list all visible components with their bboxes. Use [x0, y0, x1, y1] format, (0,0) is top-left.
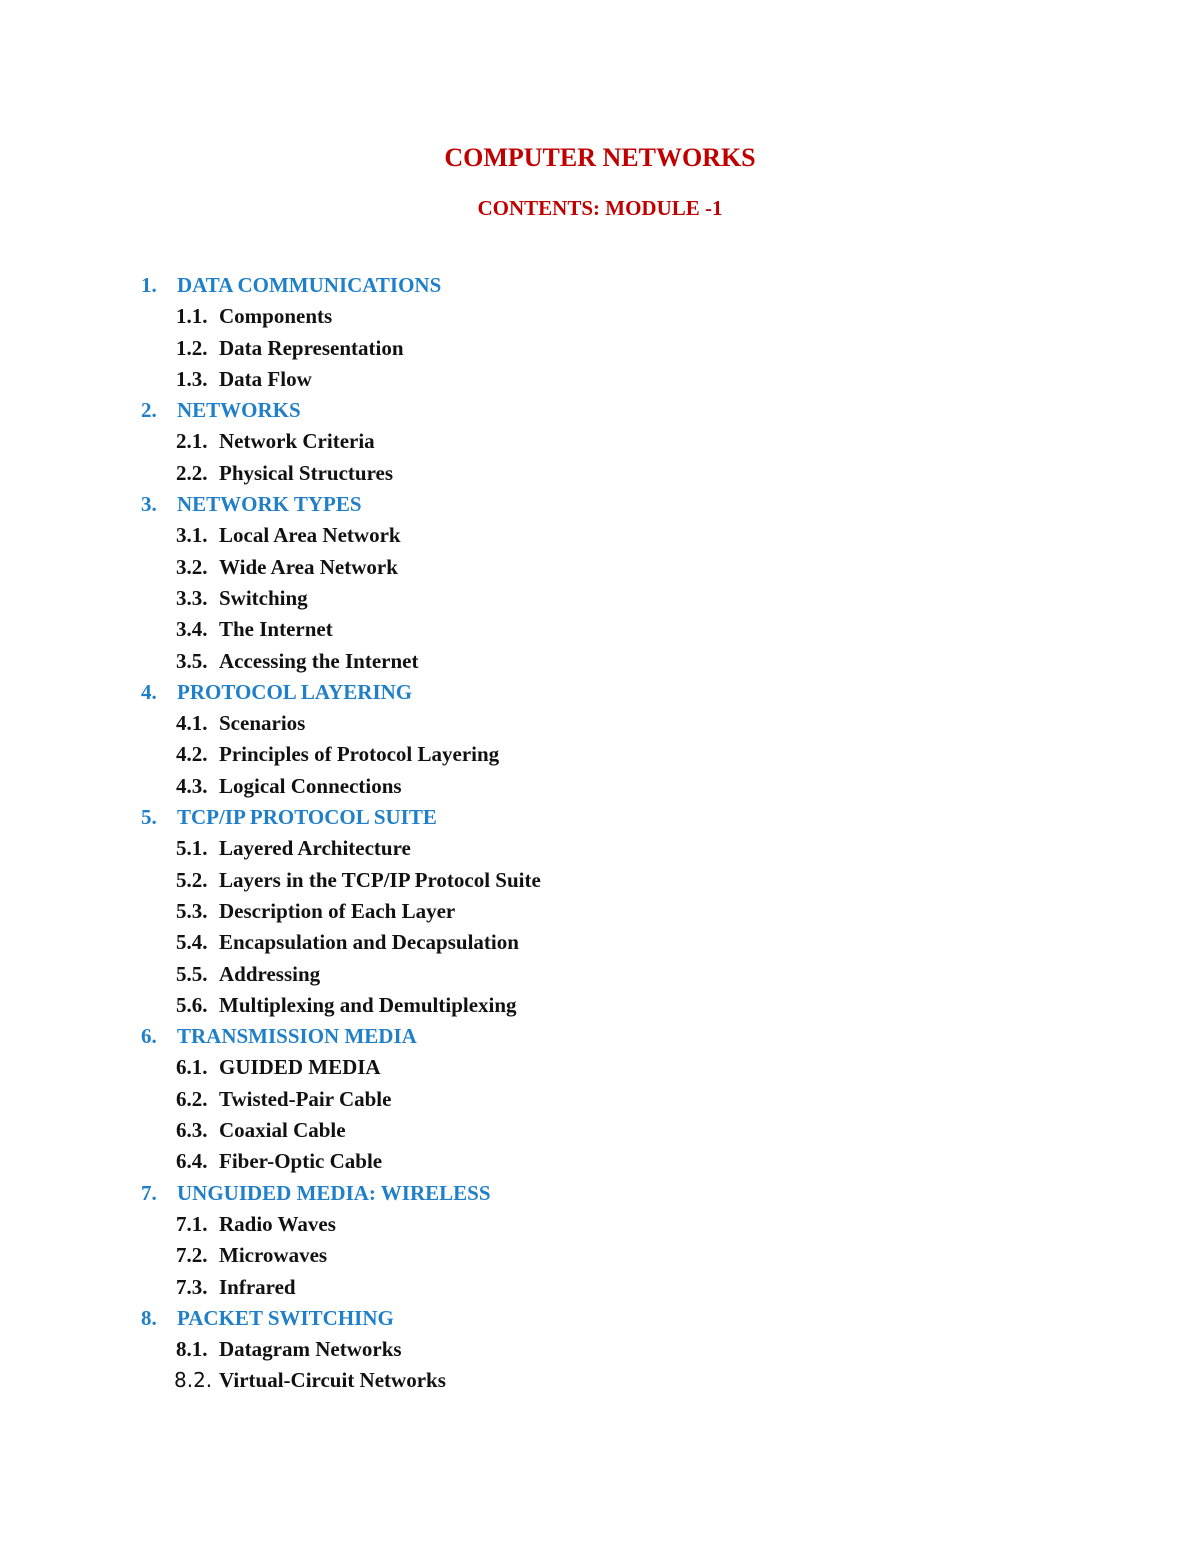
toc-subsection: [0, 833, 1200, 864]
toc-section-number: 5.: [141, 805, 157, 830]
toc-subsection-number: 6.2.: [176, 1086, 208, 1111]
toc-section-number: 4.: [141, 679, 157, 704]
toc-subsection: [0, 1272, 1200, 1303]
toc-subsection-title: Switching: [219, 585, 308, 610]
toc-subsection-title: Principles of Protocol Layering: [219, 742, 500, 767]
toc-subsection: [0, 364, 1200, 395]
toc-subsection-number: 5.3.: [176, 898, 208, 923]
toc-subsection-title: Radio Waves: [219, 1211, 336, 1236]
toc-subsection-number: 4.2.: [176, 742, 208, 767]
toc-subsection-number: 4.3.: [176, 773, 208, 798]
toc-section-title: UNGUIDED MEDIA: WIRELESS: [177, 1180, 491, 1205]
toc-subsection: [0, 990, 1200, 1021]
toc-subsection: [0, 1052, 1200, 1083]
toc-section: [0, 677, 1200, 708]
toc-subsection: [0, 646, 1200, 677]
toc-subsection: [0, 614, 1200, 645]
toc-subsection-title: Encapsulation and Decapsulation: [219, 930, 519, 955]
toc-subsection-title: Data Representation: [219, 335, 404, 360]
toc-subsection: [0, 1365, 1200, 1396]
toc-subsection: [0, 771, 1200, 802]
toc-subsection-title: Coaxial Cable: [219, 1118, 346, 1143]
toc-section: [0, 802, 1200, 833]
toc-subsection-number: 7.2.: [176, 1243, 208, 1268]
toc-subsection-number: 5.1.: [176, 836, 208, 861]
toc-subsection: [0, 1115, 1200, 1146]
toc-subsection-number: 6.4.: [176, 1149, 208, 1174]
toc-subsection: [0, 1209, 1200, 1240]
toc-subsection-number: 1.3.: [176, 366, 208, 391]
toc-section-number: 1.: [141, 273, 157, 297]
toc-subsection: [0, 865, 1200, 896]
toc-subsection-title: Scenarios: [219, 711, 306, 736]
toc-subsection-title: Components: [219, 304, 333, 329]
toc-subsection-title: Physical Structures: [219, 460, 394, 485]
toc-subsection: [0, 458, 1200, 489]
toc-subsection: [0, 1084, 1200, 1115]
toc-section: [0, 1303, 1200, 1334]
toc-subsection: [0, 896, 1200, 927]
toc-subsection-title: GUIDED MEDIA: [219, 1055, 381, 1080]
toc-section-number: 8.: [141, 1305, 157, 1330]
toc-subsection-number: 8.2.: [174, 1368, 213, 1393]
toc-subsection-title: Microwaves: [219, 1243, 328, 1268]
toc-section-title: NETWORKS: [177, 398, 301, 423]
document-title: COMPUTER NETWORKS: [444, 143, 756, 172]
toc-section-title: NETWORK TYPES: [177, 492, 362, 517]
toc-subsection: [0, 739, 1200, 770]
toc-section-number: 7.: [141, 1180, 157, 1205]
toc-subsection-number: 5.6.: [176, 992, 208, 1017]
toc-subsection-number: 4.1.: [176, 711, 208, 736]
toc-subsection-title: Datagram Networks: [219, 1337, 402, 1362]
toc-subsection: [0, 927, 1200, 958]
toc-section: [0, 1178, 1200, 1209]
toc-subsection-number: 6.3.: [176, 1118, 208, 1143]
toc-subsection-number: 7.1.: [176, 1211, 208, 1236]
toc-subsection-title: Logical Connections: [219, 773, 402, 798]
toc-subsection-number: 3.5.: [176, 648, 208, 673]
toc-section: [0, 1021, 1200, 1052]
document-subtitle: CONTENTS: MODULE -1: [477, 196, 723, 220]
toc-subsection-number: 3.4.: [176, 617, 208, 642]
toc-subsection-title: The Internet: [219, 617, 333, 642]
toc-subsection: [0, 583, 1200, 614]
toc-section-title: PROTOCOL LAYERING: [177, 679, 413, 704]
toc-section-number: 6.: [141, 1024, 157, 1049]
toc-section-number: 3.: [141, 492, 157, 517]
toc-subsection-title: Fiber-Optic Cable: [219, 1149, 383, 1174]
toc-subsection: [0, 959, 1200, 990]
toc-subsection-number: 3.1.: [176, 523, 208, 548]
toc-section: [0, 395, 1200, 426]
toc-subsection-title: Layers in the TCP/IP Protocol Suite: [219, 867, 541, 892]
toc-subsection-title: Local Area Network: [219, 523, 401, 548]
toc-subsection: [0, 1146, 1200, 1177]
toc-subsection: [0, 426, 1200, 457]
toc-subsection: [0, 301, 1200, 332]
toc-subsection-title: Layered Architecture: [219, 836, 411, 861]
toc-subsection-number: 6.1.: [176, 1055, 208, 1080]
toc-subsection: [0, 552, 1200, 583]
table-of-contents: [0, 270, 1200, 1397]
toc-subsection-title: Data Flow: [219, 366, 312, 391]
toc-subsection: [0, 520, 1200, 551]
toc-subsection-number: 3.2.: [176, 554, 208, 579]
toc-subsection-title: Wide Area Network: [219, 554, 398, 579]
toc-subsection-title: Virtual-Circuit Networks: [219, 1368, 446, 1393]
toc-subsection-number: 7.3.: [176, 1274, 208, 1299]
toc-subsection-number: 1.2.: [176, 335, 208, 360]
toc-subsection-number: 5.5.: [176, 961, 208, 986]
toc-subsection: [0, 1334, 1200, 1365]
toc-section-title: TCP/IP PROTOCOL SUITE: [177, 805, 437, 830]
toc-section-title: PACKET SWITCHING: [177, 1305, 394, 1330]
toc-subsection-title: Addressing: [219, 961, 321, 986]
toc-subsection-number: 3.3.: [176, 585, 208, 610]
toc-subsection-title: Twisted-Pair Cable: [219, 1086, 392, 1111]
toc-subsection-title: Multiplexing and Demultiplexing: [219, 992, 517, 1017]
toc-subsection: [0, 1240, 1200, 1271]
toc-section: [0, 489, 1200, 520]
toc-section-title: DATA COMMUNICATIONS: [177, 273, 442, 297]
toc-section-title: TRANSMISSION MEDIA: [177, 1024, 417, 1049]
toc-subsection-number: 5.2.: [176, 867, 208, 892]
toc-section: [0, 270, 1200, 301]
toc-subsection-title: Infrared: [219, 1274, 296, 1299]
toc-subsection: [0, 708, 1200, 739]
toc-subsection-number: 1.1.: [176, 304, 208, 329]
toc-subsection-title: Network Criteria: [219, 429, 375, 454]
toc-section-number: 2.: [141, 398, 157, 423]
toc-subsection-number: 2.1.: [176, 429, 208, 454]
toc-subsection-number: 2.2.: [176, 460, 208, 485]
toc-subsection-number: 5.4.: [176, 930, 208, 955]
toc-subsection-title: Accessing the Internet: [219, 648, 419, 673]
toc-subsection-title: Description of Each Layer: [219, 898, 456, 923]
toc-subsection: [0, 333, 1200, 364]
toc-subsection-number: 8.1.: [176, 1337, 208, 1362]
